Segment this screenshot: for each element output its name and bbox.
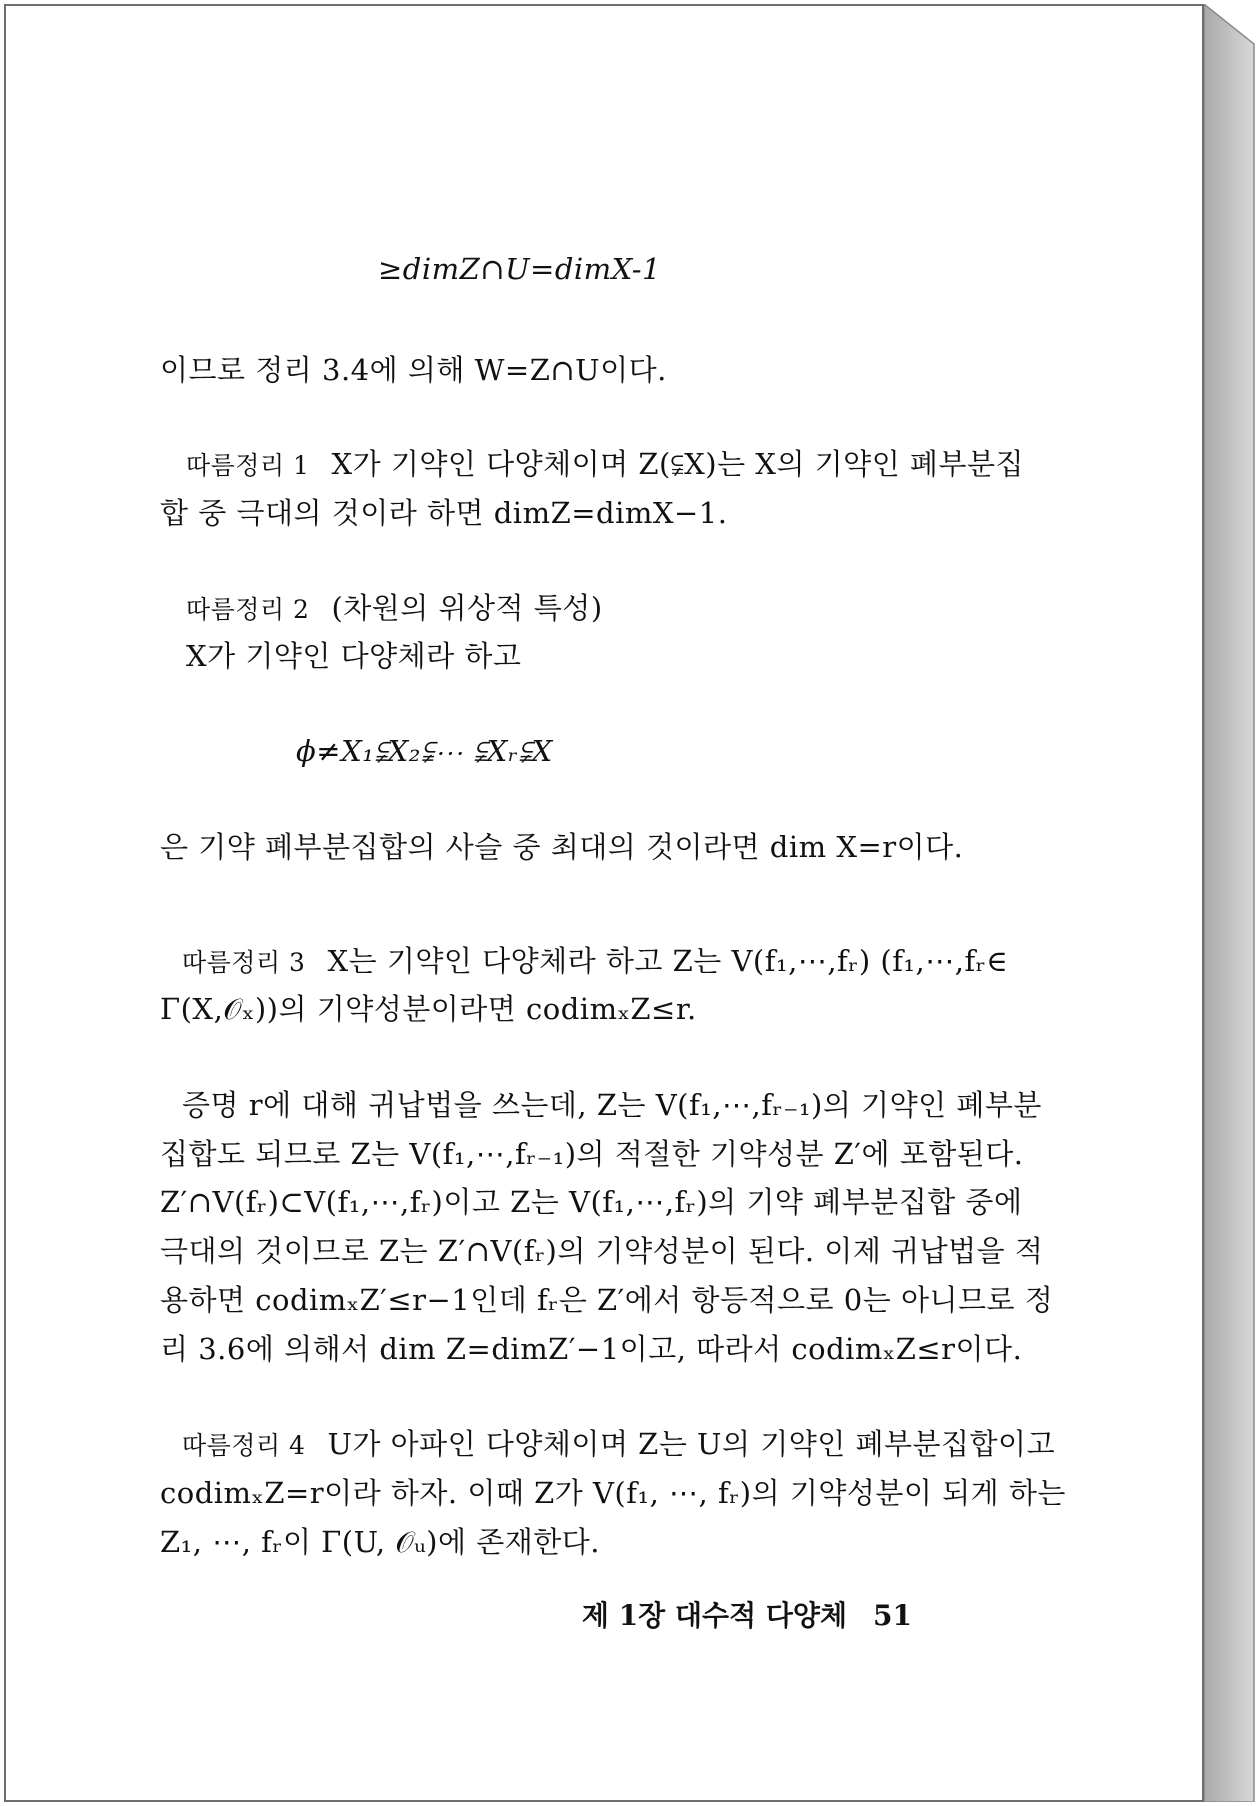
corollary-2-line-1: X가 기약인 다양체라 하고 (186, 639, 522, 673)
proof-line-2: 집합도 되므로 Z는 V(f₁,⋯,fᵣ₋₁)의 적절한 기약성분 Z′에 포함된다. (160, 1137, 1024, 1171)
corollary-4-text: U가 아파인 다양체이며 Z는 U의 기약인 폐부분집합이고 (327, 1427, 1056, 1461)
corollary-3-label: 따름정리 3 (182, 948, 306, 977)
corollary-4-line-3: Z₁, ⋯, fᵣ이 Γ(U, 𝒪ᵤ)에 존재한다. (160, 1525, 600, 1559)
proof-line-5: 용하면 codimₓZ′≤r−1인데 fᵣ은 Z′에서 항등적으로 0는 아니므로 정 (160, 1283, 1054, 1317)
corollary-2-line-2: 은 기약 폐부분집합의 사슬 중 최대의 것이라면 dim X=r이다. (160, 830, 964, 864)
page-footer (582, 1594, 912, 1634)
chapter-title: 제 1장 대수적 다양체 (581, 1599, 848, 1632)
corollary-2-heading (186, 590, 603, 628)
text-line: 이므로 정리 3.4에 의해 W=Z∩U이다. (160, 353, 667, 387)
proof-line-3: Z′∩V(fᵣ)⊂V(f₁,⋯,fᵣ)이고 Z는 V(f₁,⋯,fᵣ)의 기약 폐부분집합 중에 (160, 1185, 1023, 1219)
corollary-4-line-1 (182, 1426, 1055, 1464)
equation-chain: ϕ≠X₁⫋X₂⫋⋯ ⫋Xᵣ⫋X (296, 734, 553, 768)
corollary-3-text: X는 기약인 다양체라 하고 Z는 V(f₁,⋯,fᵣ) (f₁,⋯,fᵣ∈ (327, 944, 1009, 978)
corollary-1-line-2: 합 중 극대의 것이라 하면 dimZ=dimX−1. (160, 496, 728, 530)
corollary-3-line-2: Γ(X,𝒪ₓ))의 기약성분이라면 codimₓZ≤r. (160, 992, 697, 1026)
proof-line-6: 리 3.6에 의해서 dim Z=dimZ′−1이고, 따라서 codimₓZ≤r이다. (160, 1332, 1023, 1366)
corollary-4-label: 따름정리 4 (182, 1431, 306, 1460)
corollary-1-label: 따름정리 1 (186, 451, 310, 480)
proof-line-1: 증명 r에 대해 귀납법을 쓰는데, Z는 V(f₁,⋯,fᵣ₋₁)의 기약인 폐부분 (182, 1088, 1042, 1122)
corollary-1-line-1 (186, 446, 1024, 484)
corollary-2-title: (차원의 위상적 특성) (331, 591, 603, 625)
corollary-1-text: X가 기약인 다양체이며 Z(⫋X)는 X의 기약인 폐부분집 (331, 447, 1024, 481)
page-number: 51 (873, 1599, 912, 1632)
page-edge-shadow (1204, 4, 1258, 1802)
corollary-3-line-1 (182, 943, 1008, 981)
proof-line-4: 극대의 것이므로 Z는 Z′∩V(fᵣ)의 기약성분이 된다. 이제 귀납법을 적 (160, 1234, 1044, 1268)
equation-dimension-bound: ≥dimZ∩U=dimX-1 (378, 252, 662, 286)
corollary-4-line-2: codimₓZ=r이라 하자. 이때 Z가 V(f₁, ⋯, fᵣ)의 기약성분이 되게 하는 (160, 1476, 1066, 1510)
corollary-2-label: 따름정리 2 (186, 595, 310, 624)
book-page (4, 4, 1204, 1802)
